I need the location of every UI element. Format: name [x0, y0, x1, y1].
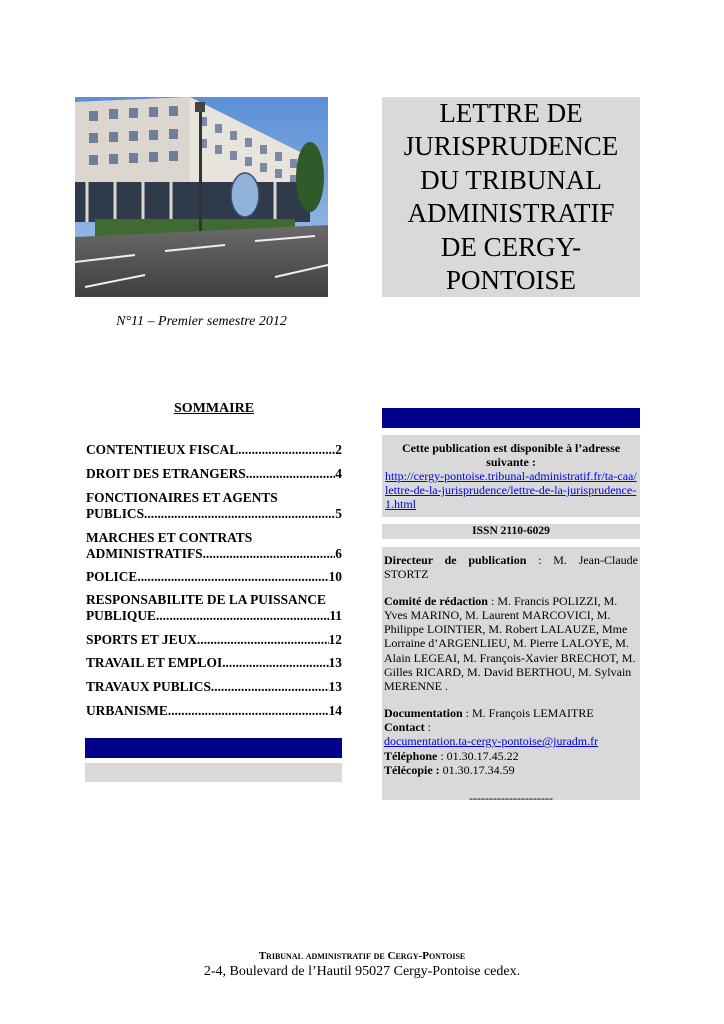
toc-item-travail-et-emploi[interactable] [86, 655, 342, 671]
toc-label: CONTENTIEUX FISCAL [86, 442, 239, 457]
documentation-label: Documentation [384, 705, 463, 720]
toc-label: TRAVAIL ET EMPLOI [86, 655, 223, 670]
toc-page: 13 [328, 655, 342, 670]
directeur-value: : M. Jean-Claude STORTZ [384, 553, 638, 582]
toc-page: 5 [335, 506, 342, 521]
comite-label: Comité de rédaction [384, 593, 488, 608]
toc-label: PUBLIQUE [86, 608, 156, 623]
comite-redaction [384, 594, 638, 694]
toc-leader [238, 442, 335, 458]
right-navy-bar [382, 408, 640, 428]
toc-item-sports-et-jeux[interactable] [86, 632, 342, 648]
toc-page: 14 [328, 703, 342, 718]
toc-page: 11 [329, 608, 342, 623]
toc-leader [168, 703, 329, 719]
contact-label: Contact [384, 719, 425, 734]
left-grey-bar [85, 763, 342, 782]
telecopie-value: 01.30.17.34.59 [439, 762, 515, 777]
title-line: DE CERGY- [440, 231, 582, 262]
title-line: LETTRE DE [439, 97, 583, 128]
sommaire-heading: SOMMAIRE [173, 401, 255, 416]
toc-page: 2 [335, 442, 342, 457]
toc-label: MARCHES ET CONTRATS [86, 530, 253, 545]
toc-page: 4 [335, 466, 342, 481]
left-navy-bar [85, 738, 342, 758]
title-line: PONTOISE [445, 265, 576, 295]
toc-label: SPORTS ET JEUX [86, 632, 197, 647]
toc-label: DROIT DES ETRANGERS [86, 466, 246, 481]
toc-leader [156, 608, 329, 624]
toc-item-fonctionaires[interactable] [86, 490, 342, 522]
documentation-value: : M. François LEMAITRE [462, 705, 594, 720]
toc-item-droit-des-etrangers[interactable] [86, 466, 342, 482]
title-line: ADMINISTRATIF [407, 198, 615, 228]
toc-page: 12 [328, 632, 342, 647]
toc-leader [197, 632, 329, 648]
contact-email-link[interactable]: documentation.ta-cergy-pontoise@juradm.fr [384, 734, 599, 749]
toc-label: ADMINISTRATIFS [86, 546, 203, 561]
tribunal-building-photo [75, 97, 328, 297]
toc-leader [137, 569, 328, 585]
toc-item-urbanisme[interactable] [86, 703, 342, 719]
footer-institution: Tribunal administratif de Cergy-Pontoise [258, 950, 466, 962]
toc-label: RESPONSABILITE DE LA PUISSANCE [86, 592, 326, 607]
toc-label: POLICE [86, 569, 138, 584]
toc-item-responsabilite[interactable] [86, 592, 342, 624]
toc-page: 6 [335, 546, 342, 561]
telecopie-label: Télécopie : [384, 762, 440, 777]
toc-label: URBANISME [86, 703, 168, 718]
comite-value: : M. Francis POLIZZI, M. Yves MARINO, M. Laurent MARCOVICI, M. Philippe LOINTIER, M. Robert LALAUZE, Mme Lorraine d’ARGENLIEU, M. Pierre LALOYE, M. Alain LEGEAI, M. François-Xavier BRECHOT, M. Gilles RICARD, M. David BERTHOU, M. Sylvain MERENNE . [384, 593, 636, 694]
title-line: JURISPRUDENCE [403, 131, 619, 161]
toc-leader [222, 655, 328, 671]
issn-label: ISSN 2110-6029 [382, 524, 640, 539]
credits-box [382, 547, 640, 806]
telephone-value: : 01.30.17.45.22 [437, 748, 519, 763]
directeur-publication [384, 553, 638, 582]
directeur-label: Directeur de publication [384, 553, 527, 567]
telephone-label: Téléphone [384, 748, 438, 763]
footer-address: 2-4, Boulevard de l’Hautil 95027 Cergy-Pontoise cedex. [203, 964, 521, 979]
issue-number: N°11 – Premier semestre 2012 [116, 314, 287, 329]
toc-leader [211, 679, 329, 695]
toc-item-travaux-publics[interactable] [86, 679, 342, 695]
toc-item-marches-et-contrats[interactable] [86, 530, 342, 562]
toc-label: FONCTIONAIRES ET AGENTS [86, 490, 278, 505]
newsletter-title-box [382, 97, 640, 297]
publication-intro: Cette publication est disponible à l’adresse suivante : [401, 441, 621, 469]
toc-page: 10 [328, 569, 342, 584]
title-line: DU TRIBUNAL [420, 164, 602, 195]
contact-sep: : [424, 719, 432, 734]
toc-leader [246, 466, 336, 482]
newsletter-title [404, 97, 619, 298]
publication-url-link[interactable]: http://cergy-pontoise.tribunal-administratif.fr/ta-caa/lettre-de-la-jurisprudence/lettre-de-la-jurisprudence-1.html [385, 469, 637, 511]
toc-label: PUBLICS [86, 506, 145, 521]
toc-leader [203, 546, 336, 562]
toc-item-contentieux-fiscal[interactable] [86, 442, 342, 458]
publication-availability-box [382, 435, 640, 517]
toc-page: 13 [328, 679, 342, 694]
separator-line: --------------------- [469, 791, 553, 806]
documentation-block [384, 706, 638, 777]
toc-item-police[interactable] [86, 569, 342, 585]
toc-label: TRAVAUX PUBLICS [86, 679, 211, 694]
toc-leader [144, 506, 335, 522]
